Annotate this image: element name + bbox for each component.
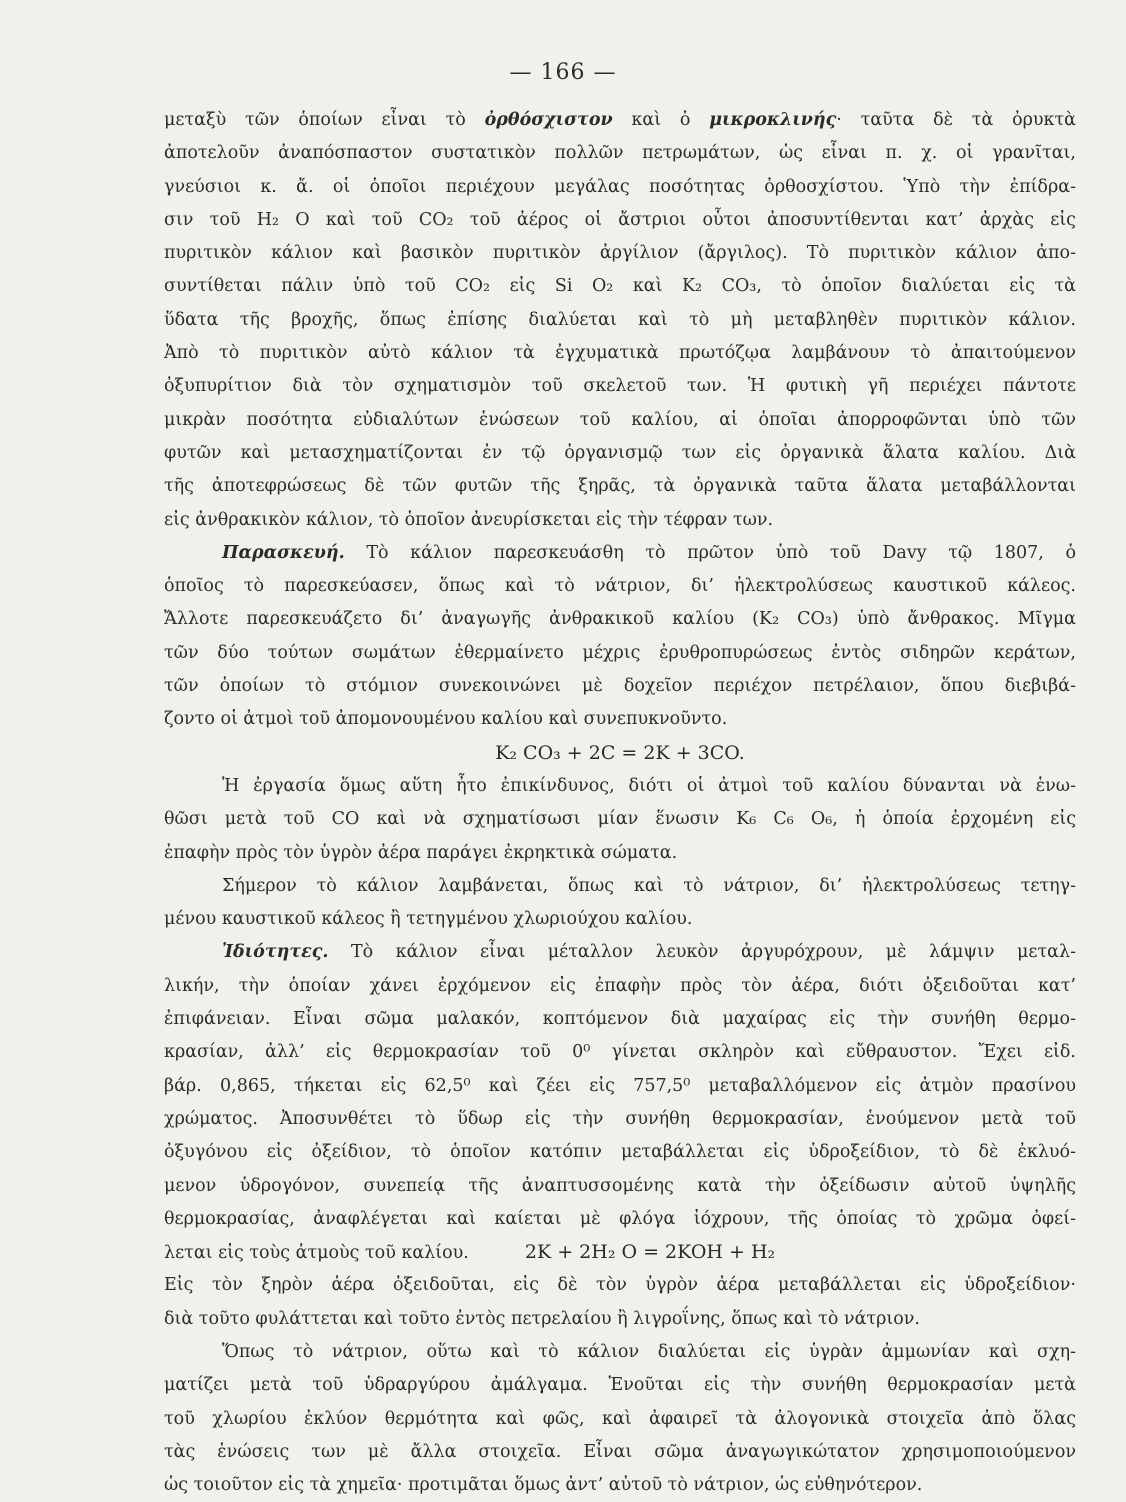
section-heading-preparation: Παρασκευή. [222, 542, 345, 563]
text-line: μεταξὺ τῶν ὁποίων εἶναι τὸ ὀρθόσχιστον καὶ ὁ μικροκλινής· ταῦτα δὲ τὰ ὀρυκτὰ [164, 110, 1076, 130]
text-line: τοῦ χλωρίου ἐκλύον θερμότητα καὶ φῶς, καὶ ἀφαιρεῖ τὰ ἀλογονικὰ στοιχεῖα ἀπὸ ὅλας [164, 1408, 1076, 1429]
term-microcline: μικροκλινής [709, 110, 837, 130]
text-line: ὡς τοιοῦτον εἰς τὰ χημεῖα· προτιμᾶται ὅμως ἀντ’ αὐτοῦ τὸ νάτριον, ὡς εὐθηνότερον. [164, 1475, 923, 1496]
text-line: ἐπιφάνειαν. Εἶναι σῶμα μαλακόν, κοπτόμενον διὰ μαχαίρας εἰς τὴν συνήθη θερμο- [164, 1009, 1076, 1030]
text-line: ὀξυγόνου εἰς ὀξείδιον, τὸ ὁποῖον κατόπιν μεταβάλλεται εἰς ὑδροξείδιον, τὸ δὲ ἐκλυό- [164, 1142, 1076, 1163]
text-line: κρασίαν, ἀλλ’ εἰς θερμοκρασίαν τοῦ 0⁰ γίνεται σκληρὸν καὶ εὔθραυστον. Ἔχει εἰδ. [164, 1042, 1076, 1063]
text-line: Ὅπως τὸ νάτριον, οὕτω καὶ τὸ κάλιον διαλύεται εἰς ὑγρὰν ἀμμωνίαν καὶ σχη- [222, 1341, 1076, 1362]
text-line: βάρ. 0,865, τήκεται εἰς 62,5⁰ καὶ ζέει εἰς 757,5⁰ μεταβαλλόμενον εἰς ἀτμὸν πρασίνου [164, 1075, 1076, 1096]
text-line: διὰ τοῦτο φυλάττεται καὶ τοῦτο ἐντὸς πετρελαίου ἢ λιγροΐνης, ὅπως καὶ τὸ νάτριον. [164, 1308, 920, 1329]
text-line: πυριτικὸν κάλιον καὶ βασικὸν πυριτικὸν ἀργίλιον (ἄργιλος). Τὸ πυριτικὸν κάλιον ἀπο- [164, 243, 1076, 264]
text-line: τῶν ὁποίων τὸ στόμιον συνεκοινώνει μὲ δοχεῖον περιέχον πετρέλαιον, ὅπου διεβιβά- [164, 676, 1076, 697]
text-line: τῆς ἀποτεφρώσεως δὲ τῶν φυτῶν τῆς ξηρᾶς, τὰ ὀργανικὰ ταῦτα ἅλατα μεταβάλλονται [164, 476, 1076, 497]
text-line: τῶν δύο τούτων σωμάτων ἐθερμαίνετο μέχρις ἐρυθροπυρώσεως ἐντὸς σιδηρῶν κεράτων, [164, 642, 1076, 663]
text-line: λικήν, τὴν ὁποίαν χάνει ἐρχόμενον εἰς ἐπαφὴν πρὸς τὸν ἀέρα, διότι ὀξειδοῦται κατ’ [164, 975, 1076, 996]
text-line: Ἡ ἐργασία ὅμως αὕτη ἦτο ἐπικίνδυνος, διότι οἱ ἀτμοὶ τοῦ καλίου δύνανται νὰ ἑνω- [222, 775, 1076, 796]
text-line: τὰς ἑνώσεις των μὲ ἄλλα στοιχεῖα. Εἶναι σῶμα ἀναγωγικώτατον χρησιμοποιούμενον [164, 1441, 1076, 1462]
text-line: Ἄλλοτε παρεσκευάζετο δι’ ἀναγωγῆς ἀνθρακικοῦ καλίου (K₂ CO₃) ὑπὸ ἄνθρακος. Μῖγμα [164, 609, 1076, 630]
text-line: φυτῶν καὶ μετασχηματίζονται ἐν τῷ ὀργανισμῷ των εἰς ὀργανικὰ ἅλατα καλίου. Διὰ [164, 442, 1076, 463]
page-number: — 166 — [509, 60, 617, 85]
text-line: Ἀπὸ τὸ πυριτικὸν αὐτὸ κάλιον τὰ ἐγχυματικὰ πρωτόζῳα λαμβάνουν τὸ ἀπαιτούμενον [164, 343, 1076, 364]
term-orthoclase: ὀρθόσχιστον [484, 110, 613, 130]
text-line: γνεύσιοι κ. ἄ. οἱ ὁποῖοι περιέχουν μεγάλας ποσότητας ὀρθοσχίστου. Ὑπὸ τὴν ἐπίδρα- [164, 176, 1076, 197]
text-line: θερμοκρασίας, ἀναφλέγεται καὶ καίεται μὲ φλόγα ἰόχρουν, τῆς ὁποίας τὸ χρῶμα ὀφεί- [164, 1208, 1076, 1229]
section-heading-properties: Ἰδιότητες. [222, 942, 329, 963]
text-line: Ἰδιότητες. Τὸ κάλιον εἶναι μέταλλον λευκὸν ἀργυρόχρουν, μὲ λάμψιν μεταλ- [222, 942, 1076, 963]
text-line: σιν τοῦ H₂ O καὶ τοῦ CO₂ τοῦ ἀέρος οἱ ἄστριοι οὗτοι ἀποσυντίθενται κατ’ ἀρχὰς εἰς [164, 209, 1076, 230]
text-line: Εἰς τὸν ξηρὸν ἀέρα ὀξειδοῦται, εἰς δὲ τὸν ὑγρὸν ἀέρα μεταβάλλεται εἰς ὑδροξείδιον· [164, 1275, 1076, 1296]
text-line: θῶσι μετὰ τοῦ CO καὶ νὰ σχηματίσωσι μίαν ἕνωσιν K₆ C₆ O₆, ἡ ὁποία ἐρχομένη εἰς [164, 809, 1076, 830]
text-line: χρώματος. Ἀποσυνθέτει τὸ ὕδωρ εἰς τὴν συνήθη θερμοκρασίαν, ἑνούμενον μετὰ τοῦ [164, 1108, 1076, 1129]
text-line: ζοντο οἱ ἀτμοὶ τοῦ ἀπομονουμένου καλίου καὶ συνεπυκνοῦντο. [164, 709, 728, 730]
text-line: ἀποτελοῦν ἀναπόσπαστον συστατικὸν πολλῶν πετρωμάτων, ὡς εἶναι π. χ. οἱ γρανῖται, [164, 143, 1076, 164]
text-line: ὕδατα τῆς βροχῆς, ὅπως ἐπίσης διαλύεται καὶ τὸ μὴ μεταβληθὲν πυριτικὸν κάλιον. [164, 309, 1076, 330]
text-line: ἐπαφὴν πρὸς τὸν ὑγρὸν ἀέρα παράγει ἐκρηκτικὰ σώματα. [164, 842, 678, 863]
text-line: μένου καυστικοῦ κάλεος ἢ τετηγμένου χλωριούχου καλίου. [164, 909, 693, 930]
text-line: ὀξυπυρίτιον διὰ τὸν σχηματισμὸν τοῦ σκελετοῦ των. Ἡ φυτικὴ γῆ περιέχει πάντοτε [164, 376, 1076, 397]
text-line: μενον ὑδρογόνον, συνεπείᾳ τῆς ἀναπτυσσομένης κατὰ τὴν ὀξείδωσιν αὐτοῦ ὑψηλῆς [164, 1175, 1076, 1196]
chemical-equation: K₂ CO₃ + 2C = 2K + 3CO. [495, 741, 745, 764]
text-line: Παρασκευή. Τὸ κάλιον παρεσκευάσθη τὸ πρῶτον ὑπὸ τοῦ Davy τῷ 1807, ὁ [222, 542, 1076, 563]
text-line: εἰς ἀνθρακικὸν κάλιον, τὸ ὁποῖον ἀνευρίσκεται εἰς τὴν τέφραν των. [164, 509, 774, 530]
body-text [164, 104, 1076, 1502]
text-line: ματίζει μετὰ τοῦ ὑδραργύρου ἀμάλγαμα. Ἑνοῦται εἰς τὴν συνήθη θερμοκρασίαν μετὰ [164, 1375, 1076, 1396]
chemical-equation: 2K + 2H₂ O = 2KOH + H₂ [524, 1241, 776, 1264]
text-line: λεται εἰς τοὺς ἀτμοὺς τοῦ καλίου. 2K + 2H₂ O = 2KOH + H₂ [164, 1241, 776, 1264]
text-line: συντίθεται πάλιν ὑπὸ τοῦ CO₂ εἰς Si O₂ καὶ K₂ CO₃, τὸ ὁποῖον διαλύεται εἰς τὰ [164, 276, 1076, 297]
text-line: ὁποῖος τὸ παρεσκεύασεν, ὅπως καὶ τὸ νάτριον, δι’ ἠλεκτρολύσεως καυστικοῦ κάλεος. [164, 576, 1076, 597]
text-line: Σήμερον τὸ κάλιον λαμβάνεται, ὅπως καὶ τὸ νάτριον, δι’ ἠλεκτρολύσεως τετηγ- [222, 875, 1076, 896]
text-line: μικρὰν ποσότητα εὐδιαλύτων ἑνώσεων τοῦ καλίου, αἱ ὁποῖαι ἀπορροφῶνται ὑπὸ τῶν [164, 409, 1076, 430]
